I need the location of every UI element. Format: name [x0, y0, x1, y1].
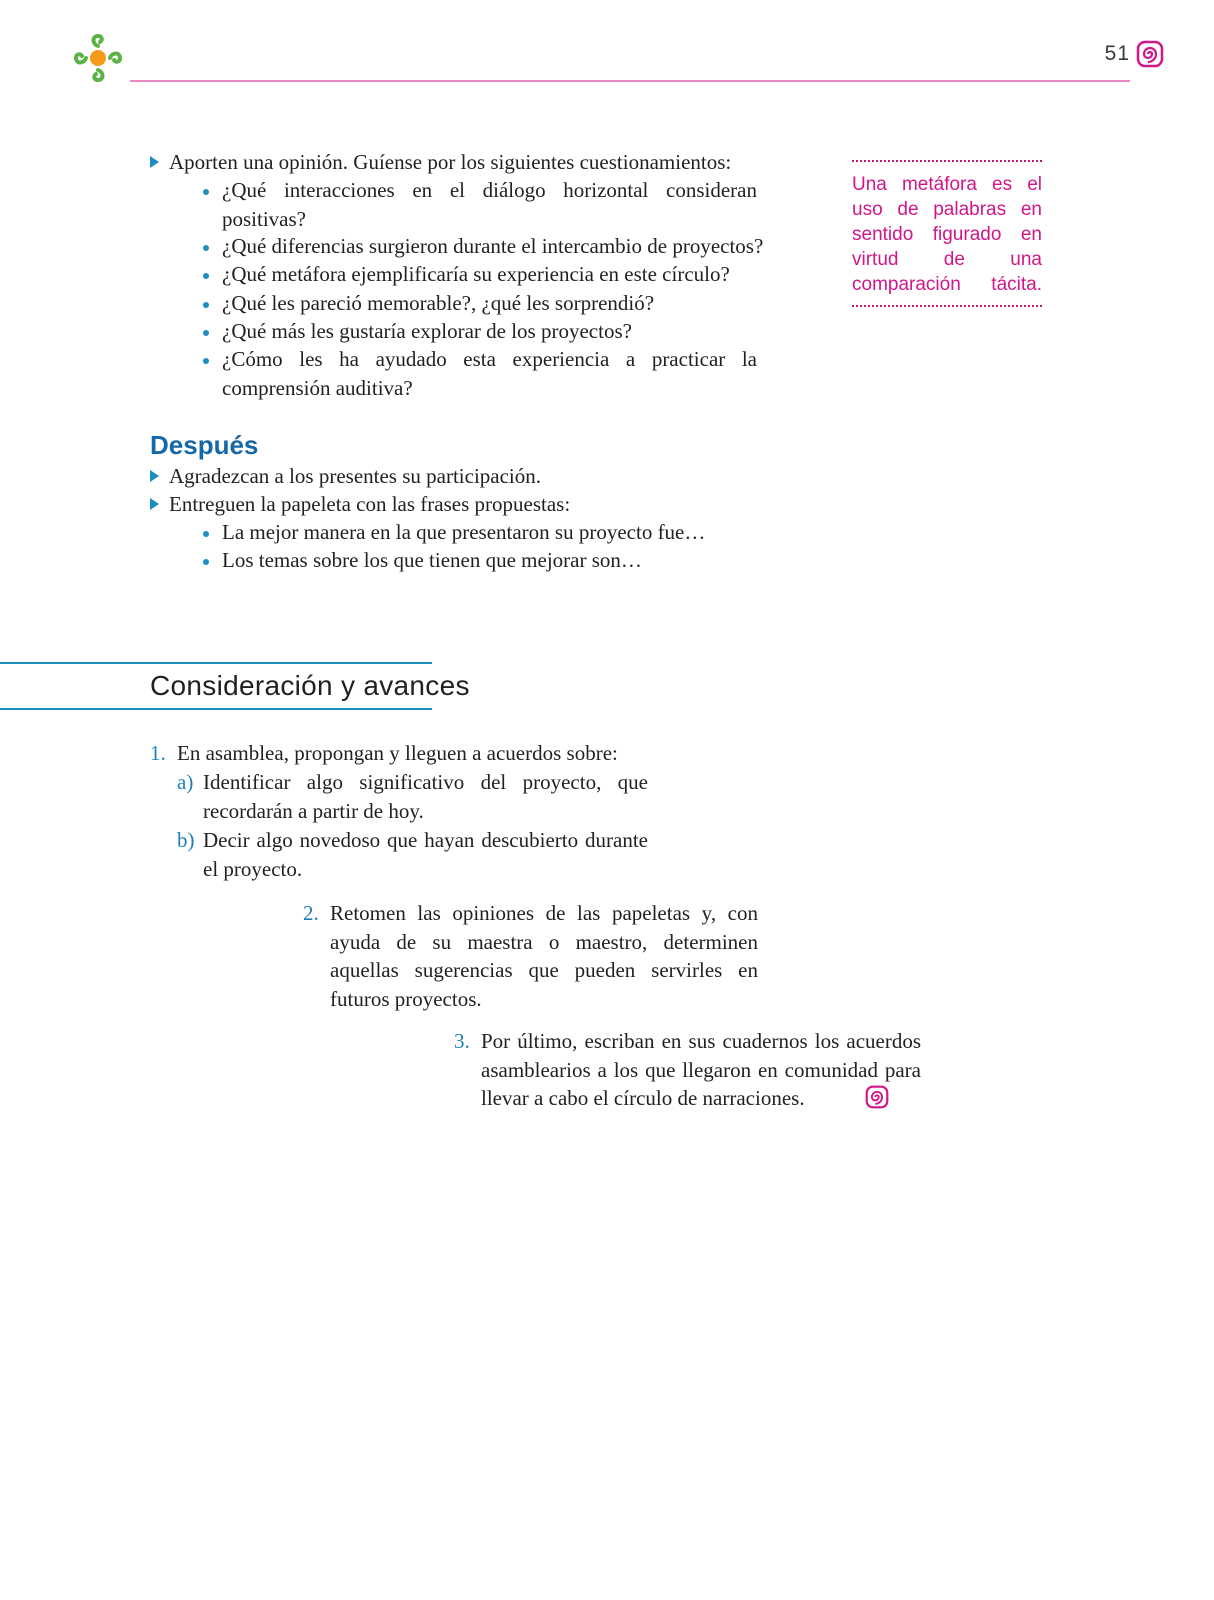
step-number: 3. [454, 1029, 470, 1053]
step-text: En asamblea, propongan y lleguen a acuerdos sobre: [177, 741, 618, 765]
bullet-dot-icon [203, 273, 209, 279]
step-text: Retomen las opiniones de las papeletas y, con ayuda de su maestra o maestro, determinen aquellas sugerencias que pueden servirles en futuros proyectos. [330, 901, 758, 1011]
opinion-intro: Aporten una opinión. Guíense por los siguientes cuestionamientos: [169, 150, 732, 174]
question-item: ¿Qué más les gustaría explorar de los proyectos? [222, 319, 632, 343]
question-item: ¿Cómo les ha ayudado esta experiencia a practicar la comprensión auditiva? [222, 347, 757, 400]
section-heading-despues: Después [150, 430, 259, 460]
substep-text: Identificar algo significativo del proyecto, que recordarán a partir de hoy. [203, 770, 648, 823]
bullet-triangle-icon [150, 156, 159, 168]
bullet-dot-icon [203, 302, 209, 308]
sidebar-definition-note: Una metáfora es el uso de palabras en sentido figurado en virtud de una comparación tácita. [852, 160, 1042, 307]
section-rule-top [0, 662, 432, 664]
question-item: ¿Qué les pareció memorable?, ¿qué les sorprendió? [222, 291, 655, 315]
header-rule [130, 80, 1130, 82]
page-number: 51 [1104, 42, 1130, 65]
pink-spiral-ornament-icon [1136, 40, 1164, 68]
substep-text: Decir algo novedoso que hayan descubierto durante el proyecto. [203, 828, 648, 881]
question-item: ¿Qué diferencias surgieron durante el intercambio de proyectos? [222, 234, 764, 258]
step-number: 1. [150, 741, 166, 765]
section-rule-bottom [0, 708, 432, 710]
bullet-dot-icon [203, 189, 209, 195]
section-title: Consideración y avances [150, 670, 470, 701]
bullet-dot-icon [203, 330, 209, 336]
despues-item: Entreguen la papeleta con las frases propuestas: [169, 492, 571, 516]
substep-label: a) [177, 770, 194, 794]
bullet-dot-icon [203, 358, 209, 364]
question-item: ¿Qué interacciones en el diálogo horizontal consideran positivas? [222, 178, 757, 231]
bullet-triangle-icon [150, 498, 159, 510]
bullet-triangle-icon [150, 470, 159, 482]
question-item: ¿Qué metáfora ejemplificaría su experiencia en este círculo? [222, 262, 730, 286]
despues-item: Agradezcan a los presentes su participación. [169, 464, 542, 488]
phrase-item: La mejor manera en la que presentaron su proyecto fue… [222, 520, 706, 544]
substep-label: b) [177, 828, 195, 852]
bullet-dot-icon [203, 559, 209, 565]
step-text: Por último, escriban en sus cuadernos los acuerdos asamblearios a los que llegaron en comunidad para llevar a cabo el círculo de narraciones. [481, 1029, 921, 1110]
bullet-dot-icon [203, 245, 209, 251]
bullet-dot-icon [203, 531, 209, 537]
flower-logo-icon [72, 32, 124, 84]
phrase-item: Los temas sobre los que tienen que mejorar son… [222, 548, 642, 572]
step-number: 2. [303, 901, 319, 925]
pink-spiral-ornament-icon [865, 1085, 889, 1109]
